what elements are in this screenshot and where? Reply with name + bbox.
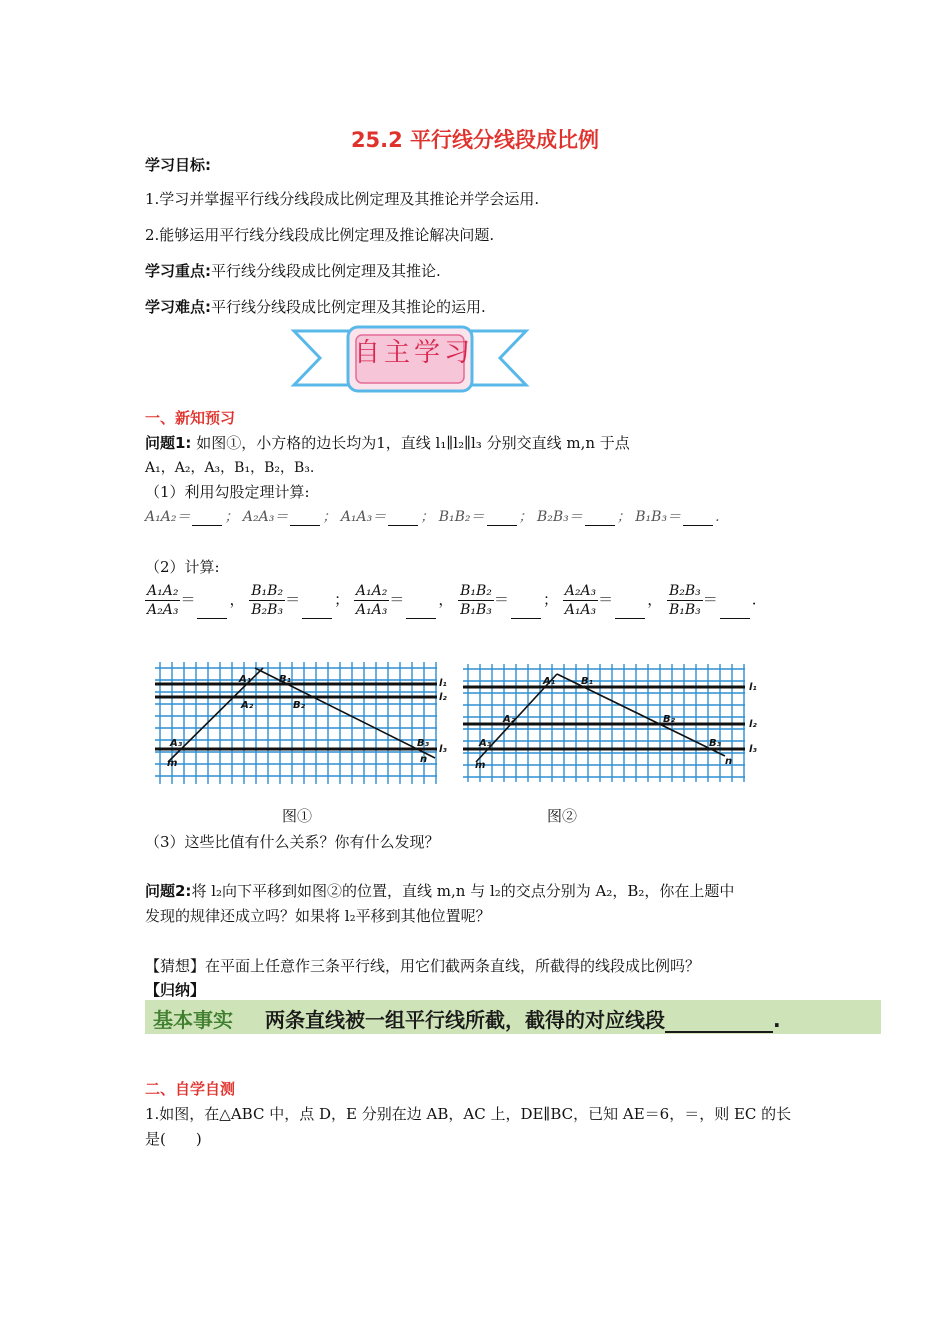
length-item: B₁B₂＝ ； [438, 509, 533, 525]
length-item: B₂B₃＝ ； [536, 509, 631, 525]
length-label: A₂A₃＝ [242, 509, 289, 525]
objective-item: 2.能够运用平行线分线段成比例定理及推论解决问题. [145, 226, 495, 244]
fact-end: . [773, 1008, 781, 1032]
ratio-denominator: A₁A₃ [355, 602, 388, 618]
label-l1: l₁ [439, 678, 447, 689]
part3-prompt: （3）这些比值有什么关系？你有什么发现？ [145, 833, 440, 851]
key-point-text: 平行线分线段成比例定理及其推论. [211, 262, 441, 280]
answer-blank[interactable] [192, 511, 222, 526]
ratio-numerator: B₁B₂ [251, 583, 284, 599]
ratio-denominator: B₁B₃ [668, 602, 701, 618]
guess-text: 【猜想】在平面上任意作三条平行线，用它们截两条直线，所截得的线段成比例吗？ [145, 957, 701, 975]
label-l3: l₃ [749, 744, 757, 755]
ratio-denominator: A₁A₃ [564, 602, 597, 618]
label-b3: B₃ [709, 738, 722, 749]
label-m: m [475, 760, 486, 771]
ratio-fraction [249, 582, 285, 619]
label-a2: A₂ [241, 700, 254, 711]
grid-lines [155, 662, 437, 784]
label-b2: B₂ [663, 714, 676, 725]
ratio-numerator: A₁A₂ [147, 583, 179, 599]
label-l2: l₂ [749, 719, 757, 730]
ratio-denominator: B₂B₃ [251, 602, 284, 618]
question1-label: 问题1: [145, 434, 192, 452]
answer-blank[interactable] [511, 604, 541, 619]
question1-points: A₁，A₂，A₃，B₁，B₂，B₃. [145, 460, 315, 476]
ratio-row: $\frac{\text{A₁A₂}}{\text{A₂A₃}}$ ＝ ， $\frac{\text{B₁B₂}}{\text{B₂B₃}}$ ＝ ； $\frac{\text{A₁A₂}}{\text{A₁A₃}}$ ＝ ， $\frac{\text{B₁B₂}}{\text{B₁B₃}}$ ＝ ； $\frac{\text{A₂A₃}}{\text{A₁A₃}}$ ＝ ， $\frac{\text{B₂B₃}}{\text{B₁B₃}}$ ＝ . [147, 583, 757, 618]
label-b1: B₁ [581, 676, 594, 687]
figure-2-caption: 图② [547, 807, 578, 825]
section1-heading: 一、新知预习 [145, 409, 236, 427]
induce-label: 【归纳】 [145, 981, 206, 999]
length-label: B₂B₃＝ [536, 509, 583, 525]
fact-statement [265, 1004, 781, 1033]
length-item: A₂A₃＝ ； [242, 509, 337, 525]
length-label: B₁B₃＝ [635, 509, 682, 525]
difficulty-label: 学习难点: [145, 298, 211, 316]
length-row [145, 506, 720, 526]
label-a3: A₃ [170, 738, 183, 749]
difficulty [145, 296, 486, 317]
question2 [145, 880, 734, 901]
figure-1-caption: 图① [282, 807, 313, 825]
label-a2: A₂ [503, 714, 516, 725]
ratio-numerator: A₁A₂ [355, 583, 388, 599]
ratio-fraction [458, 582, 494, 619]
answer-blank[interactable] [487, 511, 517, 526]
label-b3: B₃ [417, 738, 430, 749]
label-a1: A₁ [239, 674, 252, 685]
length-item: A₁A₂＝ ； [145, 509, 239, 525]
exercise1-text: 1.如图，在△ABC 中，点 D，E 分别在边 AB，AC 上，DE∥BC，已知 AE＝6，＝，则 EC 的长 [145, 1105, 792, 1123]
figure-2 [463, 664, 763, 784]
answer-blank[interactable] [720, 604, 750, 619]
answer-blank[interactable] [615, 604, 645, 619]
question2-text: 将 l₂向下平移到如图②的位置，直线 m,n 与 l₂的交点分别为 A₂，B₂，你在上题中 [191, 882, 735, 900]
part2-prompt: （2）计算: [145, 558, 220, 576]
ratio-fraction [667, 582, 703, 619]
objective-item: 1.学习并掌握平行线分线段成比例定理及其推论并学会运用. [145, 190, 540, 208]
section2-heading: 二、自学自测 [145, 1080, 236, 1098]
ratio-numerator: B₂B₃ [668, 583, 701, 599]
answer-blank[interactable] [290, 511, 320, 526]
ratio-numerator: B₁B₂ [460, 583, 492, 599]
ratio-fraction [145, 582, 180, 619]
difficulty-text: 平行线分线段成比例定理及其推论的运用. [211, 298, 486, 316]
question1 [145, 432, 810, 453]
banner-text: 自主学习 [354, 338, 475, 368]
page-title: 25.2 平行线分线段成比例 [350, 128, 600, 152]
answer-blank[interactable] [406, 604, 436, 619]
length-item: A₁A₃＝ ； [340, 509, 435, 525]
answer-blank[interactable] [302, 604, 332, 619]
label-b2: B₂ [293, 700, 306, 711]
ratio-denominator: B₁B₃ [460, 602, 492, 618]
ratio-fraction [354, 582, 389, 619]
answer-blank[interactable] [683, 511, 713, 526]
answer-blank[interactable] [665, 1011, 773, 1033]
label-b1: B₁ [279, 674, 292, 685]
objectives-heading: 学习目标: [145, 156, 211, 174]
label-n: n [420, 754, 428, 765]
label-a1: A₁ [543, 676, 556, 687]
label-a3: A₃ [479, 738, 492, 749]
answer-blank[interactable] [585, 511, 615, 526]
ratio-fraction [563, 582, 598, 619]
label-l3: l₃ [439, 744, 447, 755]
length-label: A₁A₃＝ [340, 509, 387, 525]
question2-text-cont: 发现的规律还成立吗？如果将 l₂平移到其他位置呢？ [145, 907, 491, 925]
length-label: B₁B₂＝ [438, 509, 485, 525]
figure-1 [155, 662, 450, 784]
fact-label: 基本事实 [153, 1008, 233, 1032]
length-label: A₁A₂＝ [145, 509, 191, 525]
label-m: m [167, 758, 178, 769]
length-item: B₁B₃＝ . [635, 509, 720, 525]
ratio-numerator: A₂A₃ [564, 583, 597, 599]
key-point [145, 260, 441, 281]
key-point-label: 学习重点: [145, 262, 211, 280]
exercise1-text-cont: 是( ) [145, 1130, 202, 1148]
self-study-banner [290, 325, 530, 400]
label-l1: l₁ [749, 682, 757, 693]
label-n: n [725, 756, 733, 767]
label-l2: l₂ [439, 692, 447, 703]
fact-text: 两条直线被一组平行线所截，截得的对应线段 [265, 1008, 665, 1032]
ratio-denominator: A₂A₃ [147, 602, 179, 618]
answer-blank[interactable] [197, 604, 227, 619]
basic-fact-box [145, 1000, 881, 1034]
question1-text: 如图①，小方格的边长均为1，直线 l₁∥l₂∥l₃ 分别交直线 m,n 于点 [196, 434, 630, 452]
part1-prompt: （1）利用勾股定理计算: [145, 483, 310, 501]
answer-blank[interactable] [388, 511, 418, 526]
question2-label: 问题2: [145, 882, 192, 900]
